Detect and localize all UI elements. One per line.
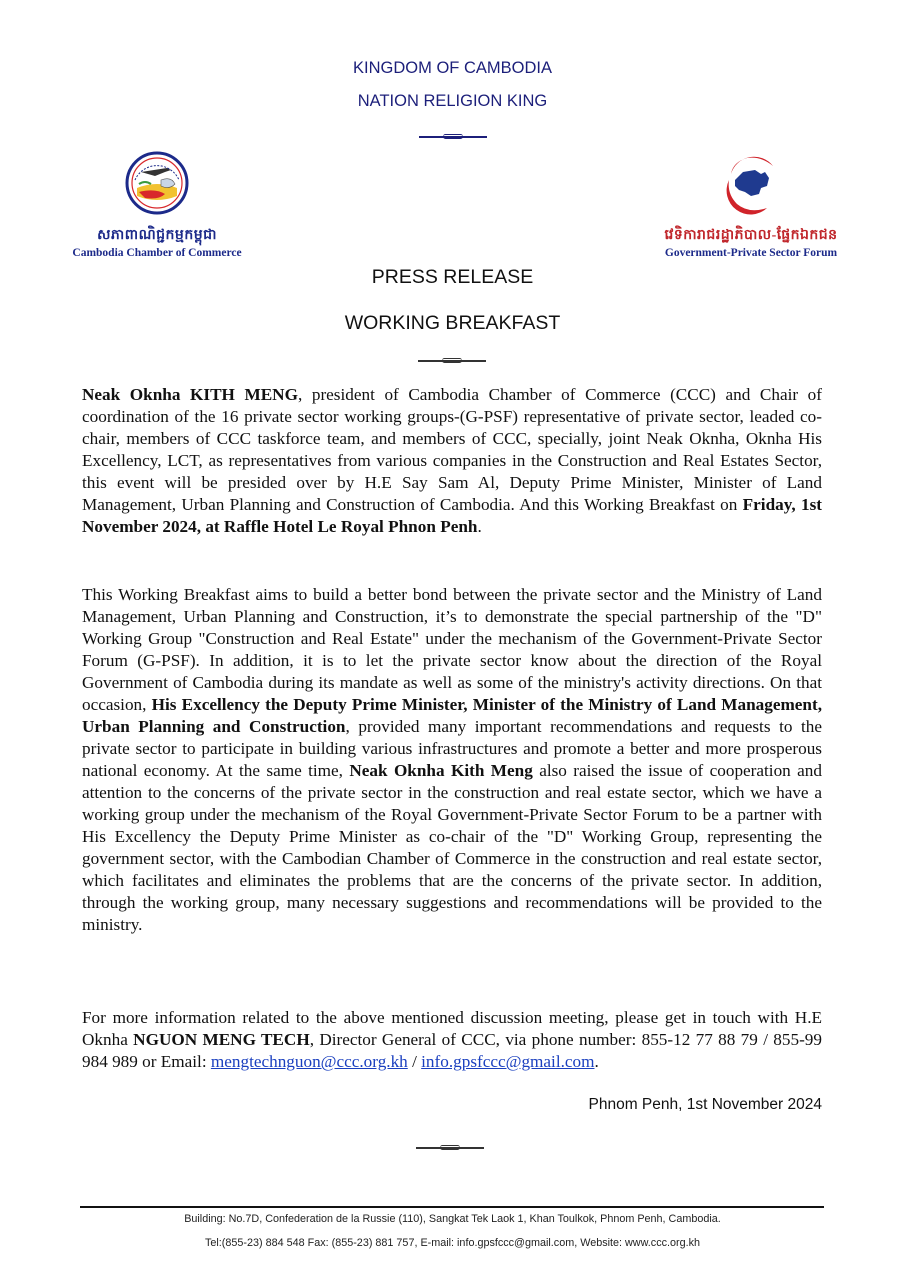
ccc-emblem-icon bbox=[125, 150, 189, 216]
ornament-divider-icon bbox=[418, 358, 486, 364]
ornament-divider-icon bbox=[419, 134, 487, 140]
footer-address: Building: No.7D, Confederation de la Russie (110), Sangkat Tek Laok 1, Khan Toulkok, Phnom Penh, Cambodia. bbox=[184, 1213, 721, 1225]
deputy-prime-minister-title: His Excellency the Deputy Prime Minister, Minister of the Ministry of Land Management, Urban Planning and Construction bbox=[82, 695, 822, 736]
kith-meng-name-2: Neak Oknha Kith Meng bbox=[349, 761, 533, 780]
gpsf-khmer-name: វេទិការាជរដ្ឋាភិបាល-ផ្នែកឯកជន bbox=[664, 228, 838, 243]
email-link-gpsf[interactable]: info.gpsfccc@gmail.com bbox=[421, 1052, 595, 1071]
contact-person-name: NGUON MENG TECH bbox=[133, 1030, 310, 1049]
intro-text: , president of Cambodia Chamber of Commerce (CCC) and Chair of coordination of the 16 private sector working groups-(G-PSF) representative of private sector, leaded co-chair, members of CCC taskforce team, and members of CCC, specially, joint Neak Oknha, Oknha His Excellency, LCT, as representatives from various companies in the Construction and Real Estates Sector, this event will be presided over by H.E Say Sam Al, Deputy Prime Minister, Minister of Land Management, Urban Planning and Construction of Cambodia. And this Working Breakfast on bbox=[82, 385, 822, 514]
ccc-english-name: Cambodia Chamber of Commerce bbox=[72, 247, 242, 259]
email-link-mengtech[interactable]: mengtechnguon@ccc.org.kh bbox=[210, 1052, 408, 1071]
footer-divider bbox=[80, 1206, 824, 1208]
purpose-text-3: also raised the issue of cooperation and attention to the concerns of the private sector in the construction and real estate sector, which we have a working group under the mechanism of the Royal Government-Private Sector Forum to be a partner with His Excellency the Deputy Prime Minister as co-chair of the "D" Working Group, representing the government sector, with the Cambodian Chamber of Commerce in the construction and real estate sector, which facilitates and eliminates the problems that are the concerns of the private sector. In addition, through the working group, many necessary suggestions and recommendations will be provided to the ministry. bbox=[82, 761, 822, 934]
working-breakfast-title: WORKING BREAKFAST bbox=[344, 312, 561, 334]
contact-end: . bbox=[594, 1052, 599, 1071]
dateline: Phnom Penh, 1st November 2024 bbox=[588, 1096, 822, 1113]
ornament-divider-icon bbox=[416, 1145, 484, 1151]
gpsf-english-name: Government-Private Sector Forum bbox=[664, 247, 838, 259]
paragraph-contact bbox=[82, 1007, 822, 1073]
kith-meng-name: Neak Oknha KITH MENG bbox=[82, 385, 298, 404]
motto-kingdom: KINGDOM OF CAMBODIA bbox=[353, 59, 552, 77]
ccc-logo-block bbox=[52, 150, 262, 259]
footer-contact: Tel:(855-23) 884 548 Fax: (855-23) 881 757, E-mail: info.gpsfccc@gmail.com, Website: www.ccc.org.kh bbox=[204, 1237, 701, 1249]
event-date-venue: Friday, 1st November 2024, at Raffle Hotel Le Royal Phnon Penh bbox=[82, 495, 822, 536]
contact-phone-text: , Director General of CCC, via phone number: 855-12 77 88 79 / 855-99 984 989 or Email: bbox=[82, 1030, 822, 1071]
purpose-text-2: , provided many important recommendations and requests to the private sector to participate in building various infrastructures and promote a better and more prosperous national economy. At the same time, bbox=[82, 717, 822, 780]
motto-nation-religion-king: NATION RELIGION KING bbox=[357, 92, 548, 110]
purpose-text: This Working Breakfast aims to build a better bond between the private sector and the Ministry of Land Management, Urban Planning and Construction, it’s to demonstrate the special partnership of the "D" Working Group "Construction and Real Estate" under the mechanism of the Government-Private Sector Forum (G-PSF). In addition, it is to let the private sector know about the direction of the Royal Government of Cambodia during its mandate as well as some of the ministry's activity directions. On that occasion, bbox=[82, 585, 822, 714]
gpsf-emblem-icon bbox=[721, 150, 781, 216]
email-separator: / bbox=[407, 1052, 422, 1071]
gpsf-logo-block bbox=[640, 150, 862, 259]
paragraph-purpose bbox=[82, 584, 822, 936]
ccc-khmer-name: សភាពាណិជ្ជកម្មកម្ពុជា bbox=[97, 228, 217, 243]
paragraph-intro bbox=[82, 384, 822, 538]
contact-text: For more information related to the above mentioned discussion meeting, please get in touch with H.E Oknha bbox=[82, 1008, 822, 1049]
intro-end: . bbox=[477, 517, 482, 536]
press-release-title: PRESS RELEASE bbox=[371, 266, 534, 288]
